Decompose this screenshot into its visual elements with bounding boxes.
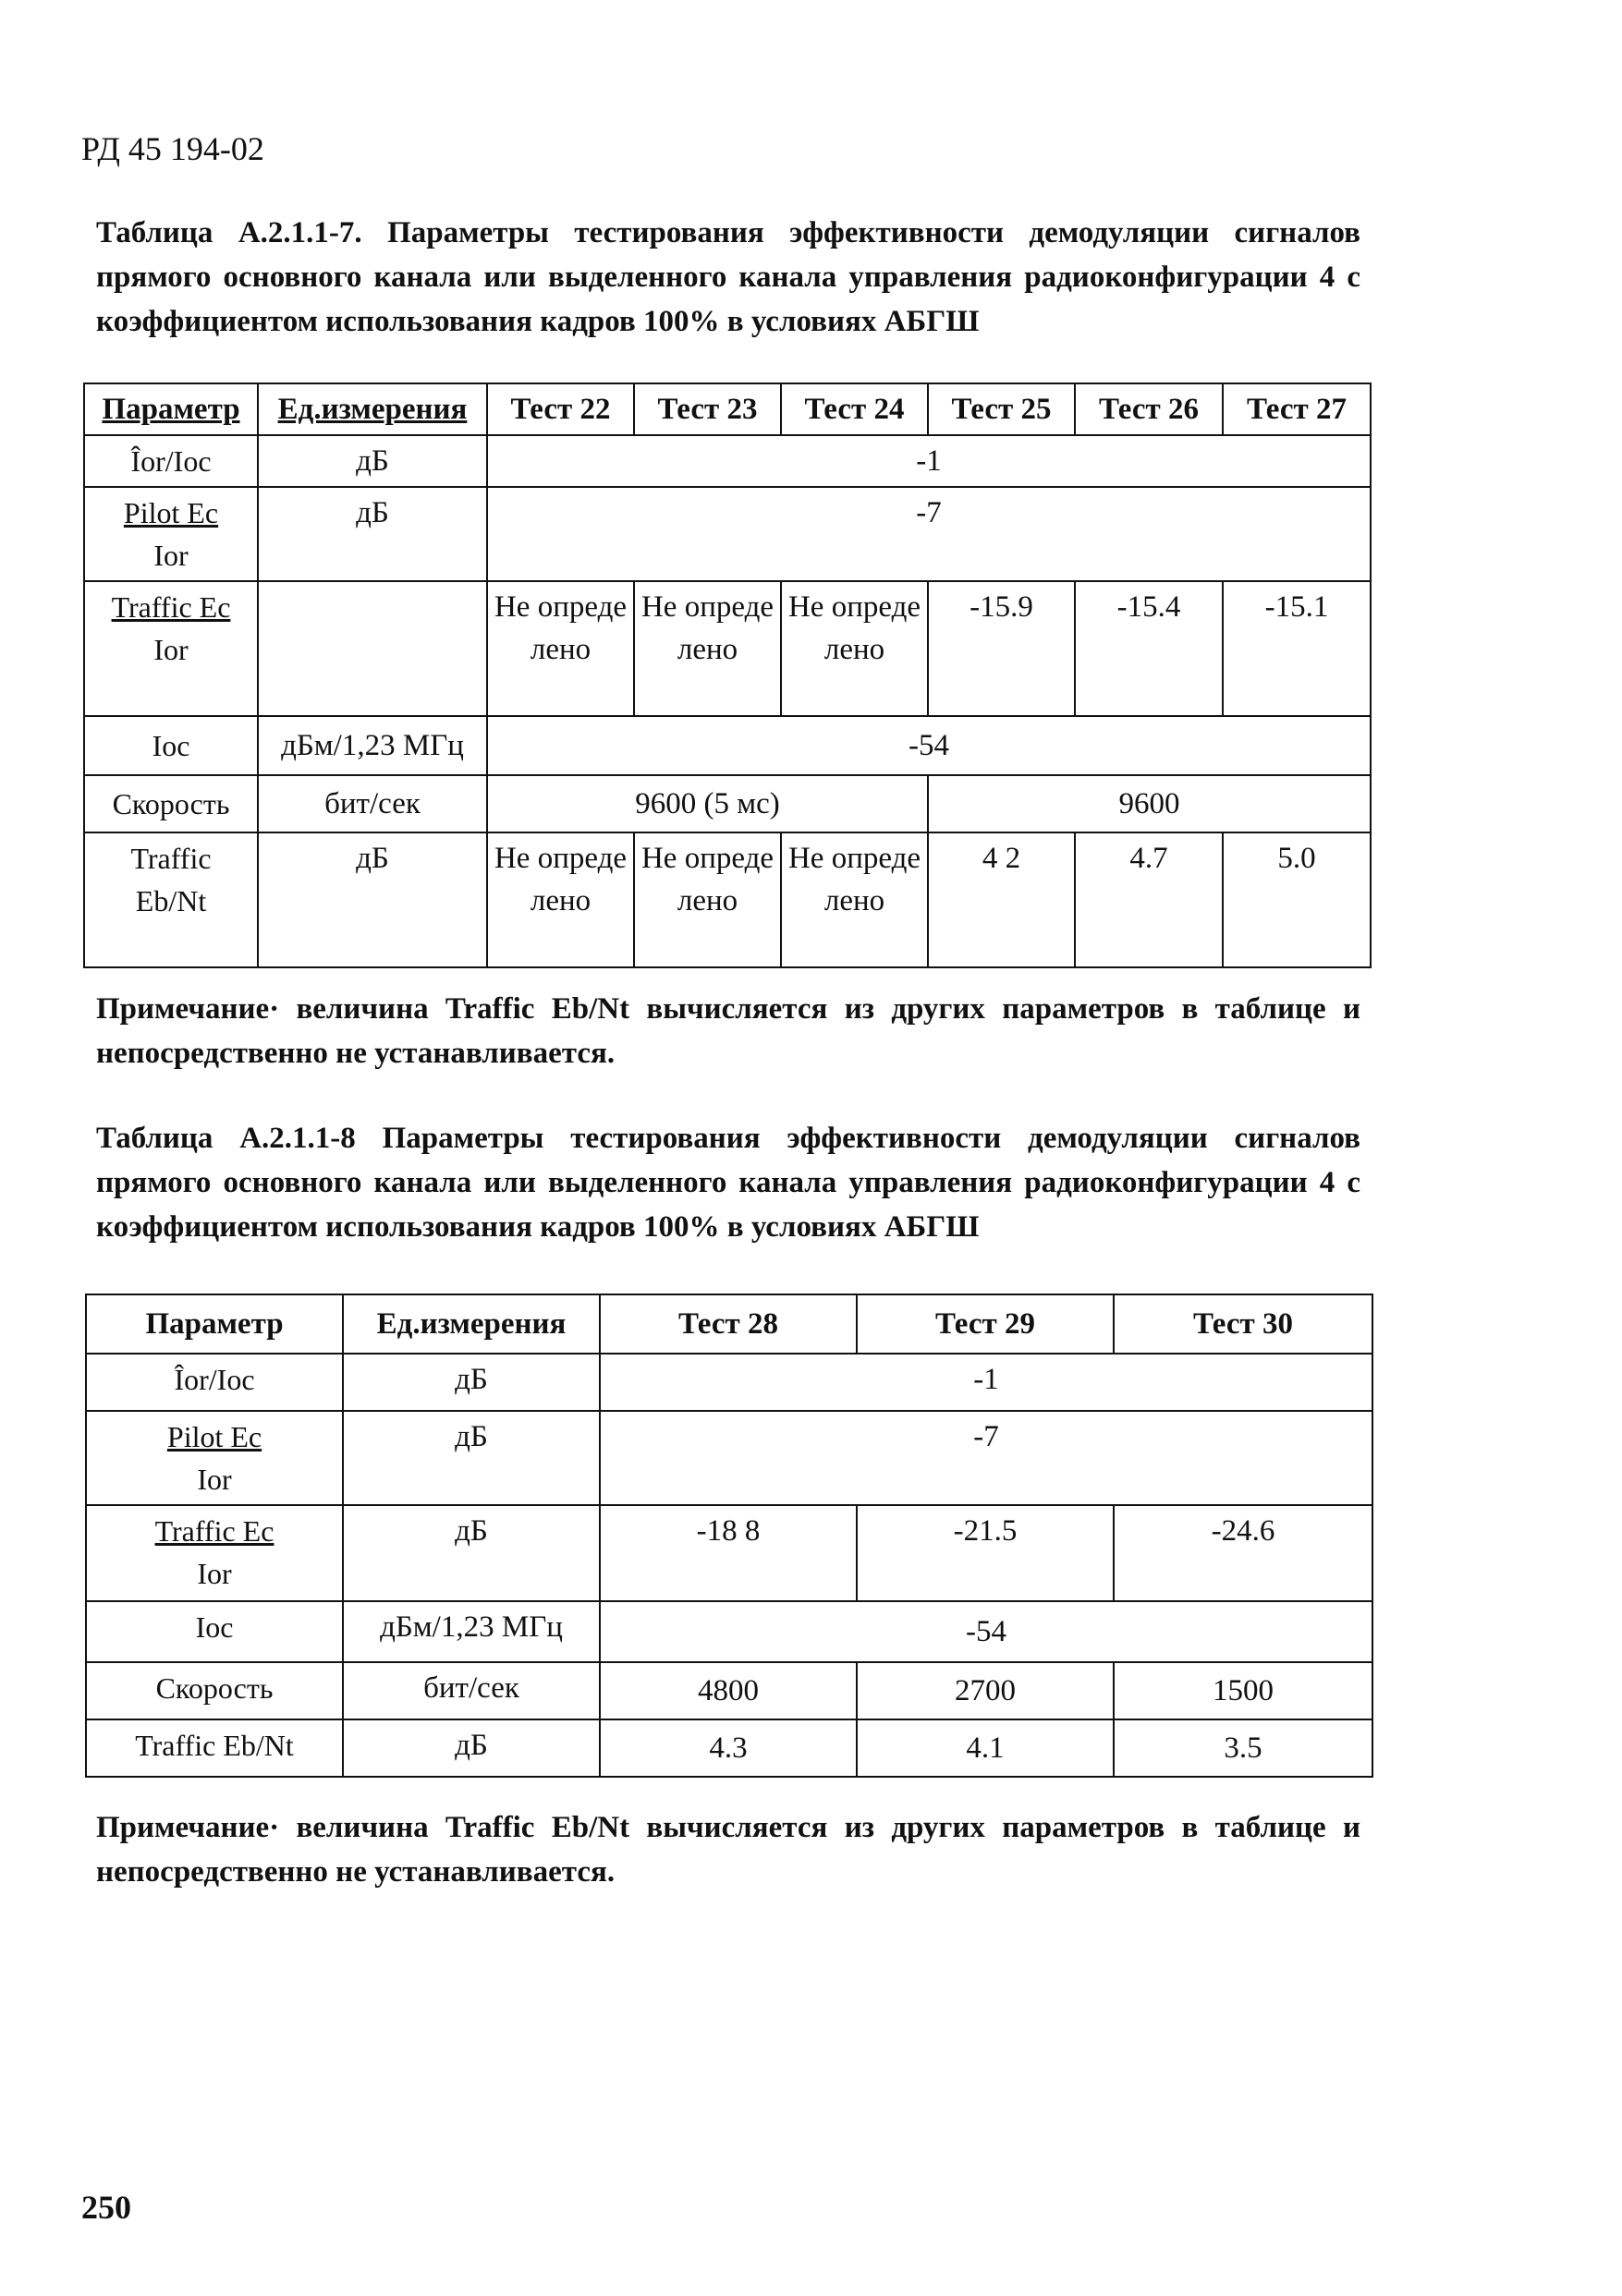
value-cell: -15.4 <box>1075 581 1223 716</box>
param-label <box>86 1411 343 1505</box>
value-cell: 2700 <box>857 1662 1114 1719</box>
unit-cell: дБм/1,23 МГц <box>258 716 487 775</box>
table1-header: Тест 22 <box>487 383 634 435</box>
value-cell: -21.5 <box>857 1505 1114 1601</box>
unit-cell <box>258 581 487 716</box>
value-cell: -7 <box>600 1411 1372 1505</box>
table2-header: Тест 30 <box>1114 1294 1372 1354</box>
table2-header: Тест 29 <box>857 1294 1114 1354</box>
table-row <box>86 1411 1372 1505</box>
value-cell: 4.1 <box>857 1719 1114 1777</box>
table2-caption: Таблица А.2.1.1-8 Параметры тестирования эффективности демодуляции сигналов прямого основного канала или выделенного канала управления радиоконфигурации 4 с коэффициентом использования кадров 100% в условиях АБГШ <box>96 1122 1360 1244</box>
unit-cell: дБ <box>343 1354 600 1411</box>
unit-cell: дБ <box>258 487 487 581</box>
value-cell: Не опреде лено <box>487 581 634 716</box>
value-cell: 4800 <box>600 1662 857 1719</box>
value-cell: -24.6 <box>1114 1505 1372 1601</box>
table-row <box>86 1505 1372 1601</box>
table1-header: Тест 23 <box>634 383 781 435</box>
table1-header-row <box>84 383 1371 435</box>
unit-cell: дБм/1,23 МГц <box>343 1601 600 1662</box>
value-cell: 4.7 <box>1075 832 1223 967</box>
document-code: РД 45 194-02 <box>81 130 264 167</box>
value-cell: -1 <box>487 435 1371 487</box>
table1-header: Тест 27 <box>1223 383 1371 435</box>
param-label: Ioc <box>86 1601 343 1662</box>
value-cell: Не опреде лено <box>487 832 634 967</box>
table2-note: Примечание· величина Traffic Eb/Nt вычисляется из других параметров в таблице и непосредственно не устанавливается. <box>96 1811 1360 1889</box>
unit-cell: дБ <box>343 1505 600 1601</box>
table-row <box>86 1662 1372 1719</box>
param-label-bottom: Ior <box>153 539 189 572</box>
value-cell: -7 <box>487 487 1371 581</box>
value-cell: 5.0 <box>1223 832 1371 967</box>
param-label-top: Traffic Ec <box>154 1514 274 1548</box>
table1-header: Ед.измерения <box>258 383 487 435</box>
table1-header: Тест 24 <box>781 383 928 435</box>
page-number: 250 <box>81 2189 131 2226</box>
table1-header: Тест 26 <box>1075 383 1223 435</box>
param-label-top: Traffic <box>130 842 212 875</box>
param-label-top: Pilot Ec <box>166 1420 262 1453</box>
value-cell: 4 2 <box>928 832 1075 967</box>
param-label-bottom: Ior <box>153 633 189 666</box>
value-cell: -54 <box>487 716 1371 775</box>
table-row <box>84 775 1371 832</box>
value-cell: 4.3 <box>600 1719 857 1777</box>
table-row <box>86 1601 1372 1662</box>
param-label: Îor/Ioc <box>86 1354 343 1411</box>
table-row <box>84 581 1371 716</box>
unit-cell: бит/сек <box>258 775 487 832</box>
param-label <box>84 581 258 716</box>
value-cell: -15.1 <box>1223 581 1371 716</box>
unit-cell: дБ <box>343 1411 600 1505</box>
param-label <box>84 487 258 581</box>
value-cell: 9600 <box>928 775 1371 832</box>
unit-cell: дБ <box>258 435 487 487</box>
param-label-top: Pilot Ec <box>123 496 219 529</box>
param-label-bottom: Ior <box>197 1557 232 1590</box>
table-row <box>84 832 1371 967</box>
param-label: Ioc <box>84 716 258 775</box>
value-cell: Не опреде лено <box>781 832 928 967</box>
value-cell: Не опреде лено <box>634 832 781 967</box>
param-label <box>86 1505 343 1601</box>
param-label: Îor/Ioc <box>84 435 258 487</box>
value-cell: -54 <box>600 1601 1372 1662</box>
param-label-top: Traffic Ec <box>111 590 231 624</box>
value-cell: -18 8 <box>600 1505 857 1601</box>
table1-note: Примечание· величина Traffic Eb/Nt вычисляется из других параметров в таблице и непосредственно не устанавливается. <box>96 992 1360 1070</box>
table2-header: Ед.измерения <box>343 1294 600 1354</box>
param-label: Скорость <box>84 775 258 832</box>
table1-caption: Таблица А.2.1.1-7. Параметры тестирования эффективности демодуляции сигналов прямого основного канала или выделенного канала управления радиоконфигурации 4 с коэффициентом использования кадров 100% в условиях АБГШ <box>96 216 1360 338</box>
table-row <box>84 716 1371 775</box>
table2 <box>85 1294 1373 1778</box>
table-row <box>84 435 1371 487</box>
value-cell: 3.5 <box>1114 1719 1372 1777</box>
table-row <box>84 487 1371 581</box>
param-label-bottom: Ior <box>197 1463 232 1496</box>
value-cell: Не опреде лено <box>781 581 928 716</box>
param-label-bottom: Eb/Nt <box>135 884 207 917</box>
value-cell: -15.9 <box>928 581 1075 716</box>
value-cell: Не опреде лено <box>634 581 781 716</box>
param-label: Traffic Eb/Nt <box>86 1719 343 1777</box>
param-label <box>84 832 258 967</box>
unit-cell: дБ <box>258 832 487 967</box>
table-row <box>86 1719 1372 1777</box>
table1-header: Параметр <box>84 383 258 435</box>
table2-header-row <box>86 1294 1372 1354</box>
table1-header: Тест 25 <box>928 383 1075 435</box>
value-cell: 1500 <box>1114 1662 1372 1719</box>
table1 <box>83 383 1372 968</box>
value-cell: -1 <box>600 1354 1372 1411</box>
table2-header: Параметр <box>86 1294 343 1354</box>
table2-header: Тест 28 <box>600 1294 857 1354</box>
unit-cell: дБ <box>343 1719 600 1777</box>
value-cell: 9600 (5 мс) <box>487 775 928 832</box>
param-label: Скорость <box>86 1662 343 1719</box>
unit-cell: бит/сек <box>343 1662 600 1719</box>
table-row <box>86 1354 1372 1411</box>
